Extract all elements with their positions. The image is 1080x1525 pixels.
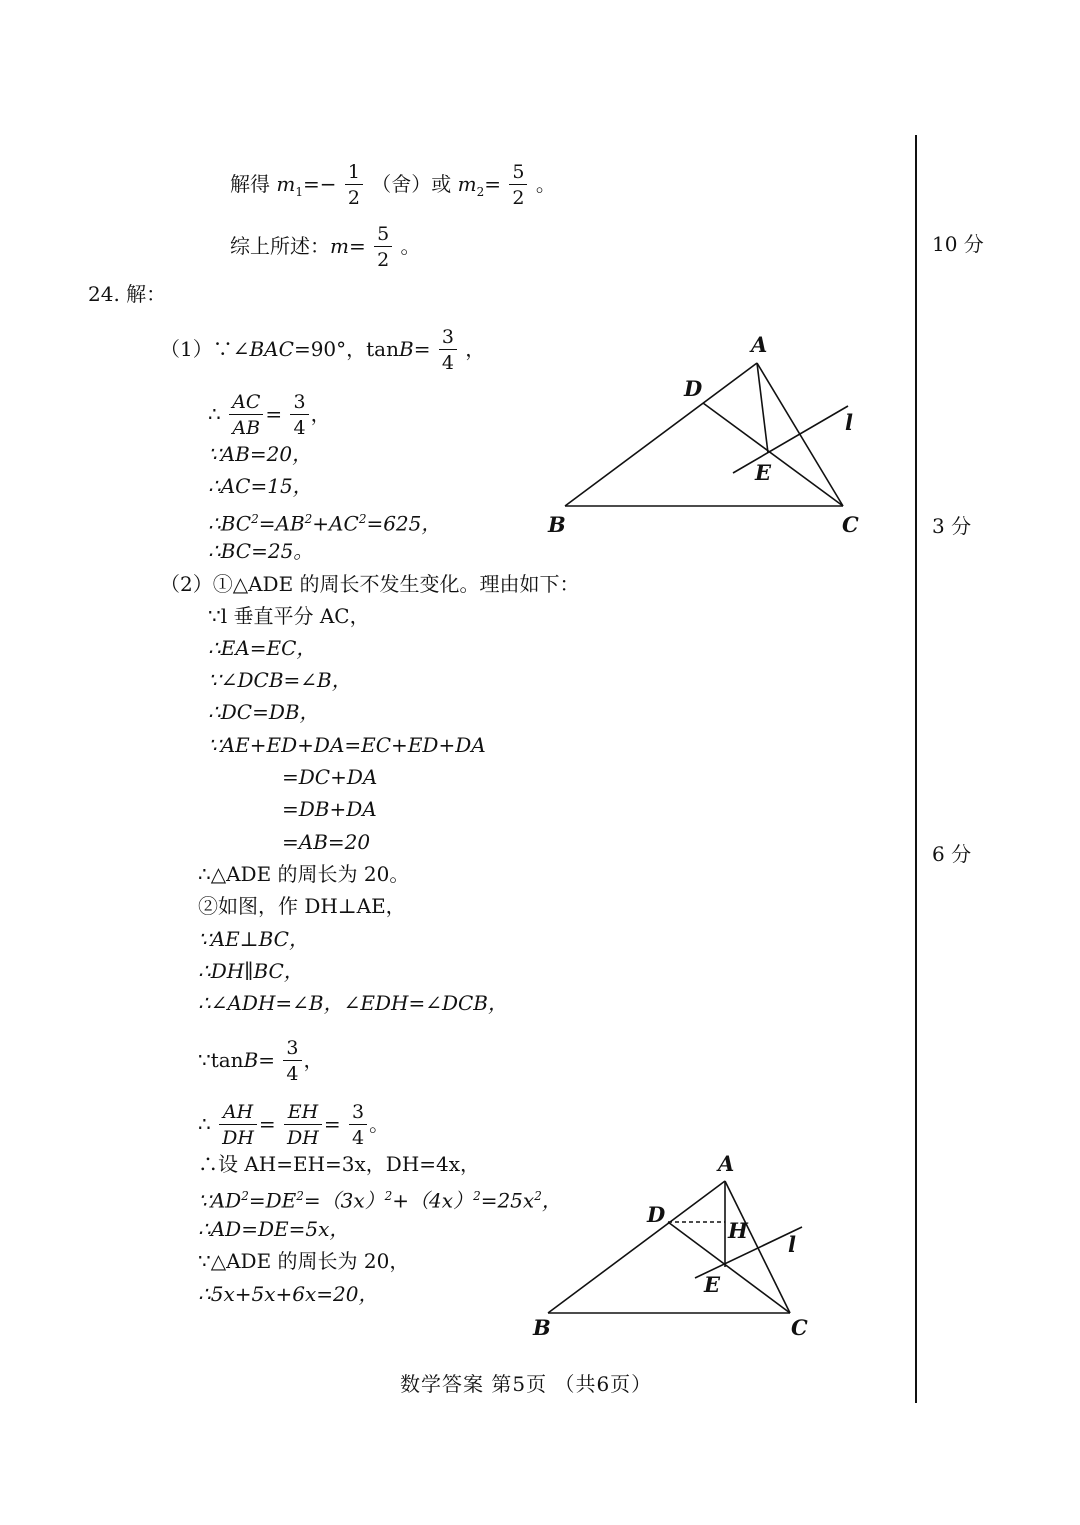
label-e: E	[755, 460, 772, 485]
score-3: 3 分	[932, 514, 972, 538]
p2-line-5: ∴DC=DB，	[208, 700, 320, 724]
p2-line-9: =AB=20	[282, 830, 371, 854]
frac-num: 3	[351, 1101, 365, 1123]
text: +（4x）	[392, 1188, 474, 1213]
text: =90°，tan	[293, 337, 399, 361]
period: 。	[400, 234, 421, 258]
summary-prefix: 综上所述：	[230, 234, 330, 258]
frac-num: 5	[377, 223, 390, 245]
question-24-title: 24. 解：	[88, 282, 167, 306]
text: ，	[303, 1048, 324, 1072]
frac-num: 5	[512, 161, 525, 183]
text: ∴	[208, 402, 221, 426]
text: =（3x）	[303, 1188, 385, 1213]
label-e: E	[704, 1272, 721, 1297]
period: 。	[535, 172, 556, 196]
label-b: B	[548, 512, 566, 537]
m2-symbol: m	[457, 172, 477, 196]
m1-subscript: 1	[295, 185, 303, 199]
label-c: C	[791, 1315, 808, 1340]
label-a: A	[718, 1151, 735, 1176]
p2-line-7: =DC+DA	[282, 765, 378, 789]
page-footer: 数学答案 第5页 （共6页）	[400, 1372, 653, 1396]
text: =625，	[366, 511, 442, 536]
eq: =	[348, 234, 366, 258]
frac-den: AB	[229, 414, 263, 441]
text: =DE	[248, 1188, 297, 1213]
frac-den: DH	[219, 1124, 257, 1151]
label-a: A	[751, 332, 768, 357]
text: （1）∵∠	[160, 337, 250, 361]
superscript: 2	[241, 1189, 249, 1203]
label-c: C	[842, 512, 859, 537]
text: ∵AD	[198, 1188, 242, 1213]
frac-num: 1	[347, 161, 360, 183]
p2-line-14: ∴∠ADH=∠B，∠EDH=∠DCB，	[198, 991, 508, 1015]
frac-num: 3	[441, 326, 454, 348]
frac-den: 4	[290, 414, 308, 441]
p2-line-8: =DB+DA	[282, 797, 377, 821]
score-6: 6 分	[932, 842, 972, 866]
p2-line-13: ∴DH∥BC，	[198, 959, 304, 983]
text: B	[399, 337, 414, 361]
frac-den: 4	[283, 1060, 301, 1087]
p2-line-17: ∴设 AH=EH=3x，DH=4x，	[198, 1152, 481, 1176]
text: ∴	[198, 1112, 211, 1136]
text: =25x	[480, 1188, 535, 1213]
p2-line-10: ∴△ADE 的周长为 20。	[198, 862, 410, 886]
frac-num: EH	[287, 1101, 319, 1123]
superscript: 2	[304, 512, 313, 526]
text: B	[243, 1048, 259, 1072]
p2-line-12: ∵AE⊥BC，	[198, 927, 309, 951]
superscript: 2	[384, 1189, 393, 1203]
text: =AB	[258, 511, 305, 536]
p2-line-11: ②如图，作 DH⊥AE，	[198, 894, 406, 918]
label-h: H	[728, 1218, 748, 1243]
superscript: 2	[358, 512, 367, 526]
frac-den: 2	[345, 184, 363, 211]
superscript: 2	[296, 1189, 304, 1203]
text: =	[258, 1048, 276, 1072]
text: ∴BC	[208, 511, 252, 536]
text: ∵tan	[198, 1048, 244, 1072]
frac-den: 4	[349, 1124, 367, 1151]
p2-line-19: ∴AD=DE=5x，	[198, 1217, 350, 1241]
edge-ac	[725, 1181, 790, 1313]
frac-den: 2	[509, 184, 527, 211]
text: BAC	[249, 337, 294, 361]
m-symbol: m	[330, 234, 349, 258]
p2-line-4: ∵∠DCB=∠B，	[208, 668, 352, 692]
label-l: l	[788, 1232, 796, 1257]
label-d: D	[647, 1202, 666, 1227]
solve-prefix: 解得	[230, 172, 270, 196]
edge-ba	[548, 1181, 725, 1313]
p2-line-3: ∴EA=EC，	[208, 636, 317, 660]
frac-den: 4	[439, 349, 457, 376]
frac-den: DH	[284, 1124, 322, 1151]
p2-line-21: ∴5x+5x+6x=20，	[198, 1282, 379, 1306]
frac-num: AH	[222, 1101, 254, 1123]
superscript: 2	[251, 512, 259, 526]
text: +AC	[312, 511, 359, 536]
text: =	[265, 402, 283, 426]
m1-symbol: m	[276, 172, 296, 196]
reject-text: （舍）或	[371, 172, 452, 196]
text: ，	[310, 402, 331, 426]
text: ，	[465, 337, 486, 361]
eq-neg: =−	[302, 172, 337, 196]
p2-line-20: ∵△ADE 的周长为 20，	[198, 1249, 410, 1273]
superscript: 2	[473, 1189, 481, 1203]
superscript: 2	[534, 1189, 542, 1203]
frac-num: 3	[293, 391, 306, 413]
p2-line-1: （2）①△ADE 的周长不发生变化。理由如下：	[160, 572, 580, 596]
text: 。	[369, 1112, 390, 1136]
p1-line-4: ∴AC=15，	[208, 474, 313, 498]
text: =	[323, 1112, 341, 1136]
label-d: D	[684, 376, 703, 401]
m2-subscript: 2	[476, 185, 485, 199]
text: ，	[541, 1188, 562, 1213]
frac-num: 3	[286, 1037, 299, 1059]
score-10: 10 分	[932, 232, 984, 256]
frac-num: AC	[232, 391, 261, 413]
text: =	[413, 337, 431, 361]
p2-line-6: ∵AE+ED+DA=EC+ED+DA	[208, 733, 486, 757]
frac-den: 2	[374, 246, 392, 273]
eq: =	[484, 172, 502, 196]
text: =	[258, 1112, 276, 1136]
label-l: l	[845, 410, 853, 435]
p1-line-6: ∴BC=25。	[208, 539, 314, 563]
p2-line-2: ∵l 垂直平分 AC，	[208, 604, 370, 628]
line-l	[695, 1227, 802, 1278]
p1-line-3: ∵AB=20，	[208, 442, 313, 466]
label-b: B	[533, 1315, 551, 1340]
